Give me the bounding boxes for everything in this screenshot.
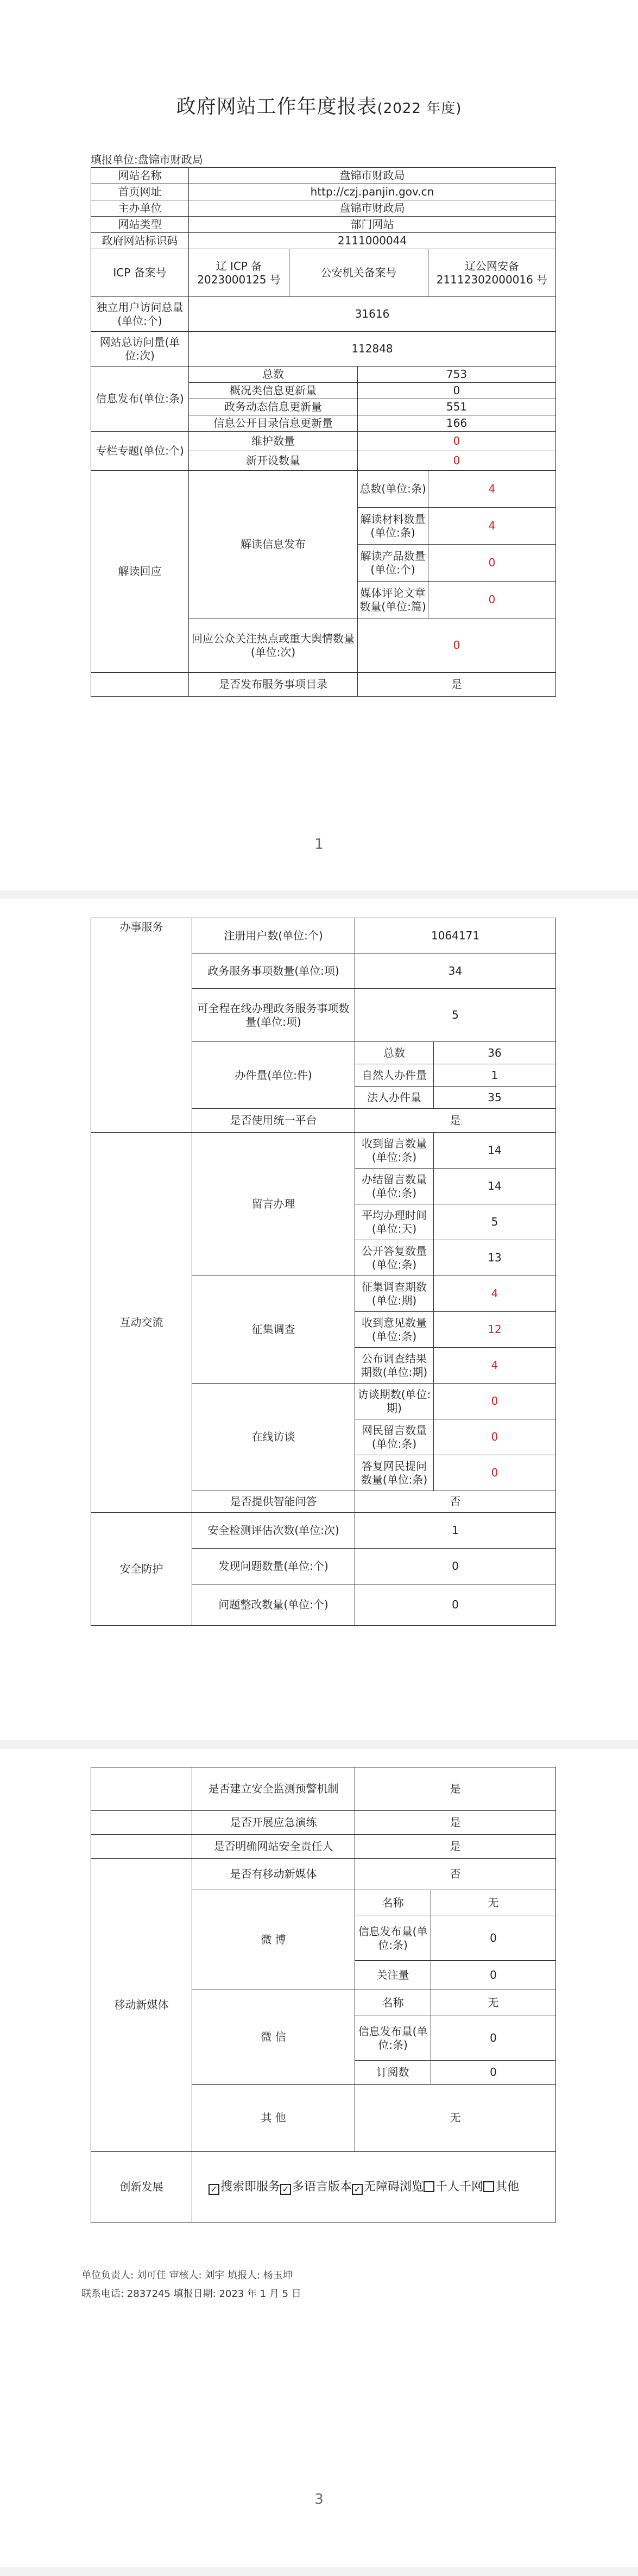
table-cell: 名称 [355, 1890, 431, 1916]
table-cell: 0 [428, 582, 556, 618]
page-gap [0, 2567, 638, 2576]
table-cell: 是否建立安全监测预警机制 [192, 1767, 355, 1811]
table-cell: 自然人办件量 [355, 1064, 434, 1087]
table-cell: 辽 ICP 备 2023000125 号 [189, 249, 289, 297]
table-cell: 0 [358, 383, 556, 399]
table-cell: 留言办理 [192, 1133, 355, 1276]
table-cell [91, 1811, 192, 1835]
table-cell: 12 [434, 1312, 556, 1348]
table-cell: 总数(单位:条) [358, 471, 428, 508]
table-cell: 0 [431, 2061, 556, 2085]
mobile-media-table [91, 1767, 556, 2223]
table-cell: 收到留言数量(单位:条) [355, 1133, 434, 1169]
table-cell: http://czj.panjin.gov.cn [189, 184, 556, 200]
table-cell: 注册用户数(单位:个) [192, 918, 355, 954]
table-cell: 互动交流 [91, 1133, 192, 1513]
table-cell: 否 [355, 1491, 556, 1513]
fill-unit: 填报单位:盘锦市财政局 [91, 153, 203, 166]
table-cell [91, 673, 189, 697]
table-cell: 无 [431, 1890, 556, 1916]
table-cell: 安全检测评估次数(单位:次) [192, 1513, 355, 1549]
table-cell: 信息发布量(单位:条) [355, 1916, 431, 1961]
checkbox-personalized[interactable] [424, 2181, 434, 2192]
table-cell: 收到意见数量(单位:条) [355, 1312, 434, 1348]
table-cell: 1 [434, 1064, 556, 1087]
table-cell: 办件量(单位:件) [192, 1042, 355, 1109]
table-cell: 解读回应 [91, 471, 189, 673]
checkbox-accessibility[interactable]: ✓ [352, 2184, 363, 2195]
table-cell: 0 [434, 1419, 556, 1455]
table-cell: 112848 [189, 332, 556, 367]
table-cell: 访谈期数(单位:期) [355, 1384, 434, 1419]
table-cell: 0 [358, 618, 556, 673]
table-cell: 问题整改数量(单位:个) [192, 1584, 355, 1626]
table-cell: 是否明确网站安全责任人 [192, 1835, 355, 1859]
table-cell: 首页网址 [91, 184, 189, 200]
table-cell: 0 [358, 432, 556, 451]
table-cell: 部门网站 [189, 217, 556, 233]
table-cell: 34 [355, 954, 556, 989]
table-cell: 总数 [355, 1042, 434, 1064]
table-cell: 信息发布量(单位:条) [355, 2016, 431, 2061]
table-cell [91, 1835, 192, 1859]
table-cell: 0 [431, 1916, 556, 1961]
table-cell: 2111000044 [189, 233, 556, 249]
page-number: 1 [314, 836, 324, 853]
table-cell: 安全防护 [91, 1513, 192, 1626]
table-cell: 信息公开目录信息更新量 [189, 415, 358, 432]
table-cell: 4 [428, 508, 556, 545]
checkbox-other[interactable] [483, 2181, 494, 2192]
table-cell: 发现问题数量(单位:个) [192, 1549, 355, 1584]
table-cell: 4 [434, 1276, 556, 1312]
table-cell: 公安机关备案号 [289, 249, 428, 297]
table-cell: 0 [358, 451, 556, 471]
page-gap [0, 1740, 638, 1749]
table-cell: 5 [434, 1204, 556, 1240]
table-cell: 新开设数量 [189, 451, 358, 471]
table-cell: 在线访谈 [192, 1384, 355, 1491]
table-cell: 14 [434, 1169, 556, 1204]
table-cell: 关注量 [355, 1961, 431, 1990]
table-cell: 0 [355, 1549, 556, 1584]
table-cell: 盘锦市财政局 [189, 168, 556, 184]
table-cell: 是 [355, 1767, 556, 1811]
table-cell: 0 [431, 1961, 556, 1990]
table-cell: 平均办理时间(单位:天) [355, 1204, 434, 1240]
table-cell: 答复网民提问数量(单位:条) [355, 1455, 434, 1491]
table-cell: 是否有移动新媒体 [192, 1859, 355, 1890]
table-cell: 政务服务事项数量(单位:项) [192, 954, 355, 989]
table-cell: 1064171 [355, 918, 556, 954]
table-cell: 征集调查 [192, 1276, 355, 1384]
table-cell: 5 [355, 989, 556, 1042]
checkbox-search-service[interactable]: ✓ [209, 2184, 219, 2195]
table-cell: 其 他 [192, 2085, 355, 2152]
table-cell: 14 [434, 1133, 556, 1169]
table-cell: 公开答复数量(单位:条) [355, 1240, 434, 1276]
table-cell: 盘锦市财政局 [189, 200, 556, 217]
table-cell: 166 [358, 415, 556, 432]
table-cell: 551 [358, 399, 556, 415]
table-cell [91, 1767, 192, 1811]
table-cell: 网站名称 [91, 168, 189, 184]
basic-info-table [91, 167, 556, 697]
table-cell: 主办单位 [91, 200, 189, 217]
table-cell: 是否使用统一平台 [192, 1109, 355, 1133]
innovation-options: ✓ 搜索即服务 ✓ 多语言版本 ✓ 无障碍浏览 千人千网 其他 [192, 2152, 556, 2223]
table-cell: 无 [355, 2085, 556, 2152]
table-cell: 法人办件量 [355, 1087, 434, 1109]
table-cell: 媒体评论文章数量(单位:篇) [358, 582, 428, 618]
page-title: 政府网站工作年度报表(2022 年度) [176, 96, 462, 118]
page-gap [0, 891, 638, 899]
table-cell: 是 [358, 673, 556, 697]
table-cell: 36 [434, 1042, 556, 1064]
table-cell: 网民留言数量(单位:条) [355, 1419, 434, 1455]
table-cell: 政务动态信息更新量 [189, 399, 358, 415]
table-cell: 是 [355, 1109, 556, 1133]
table-cell: 31616 [189, 297, 556, 332]
table-cell: 753 [358, 367, 556, 383]
table-cell: 创新发展 [91, 2152, 192, 2223]
table-cell: 公布调查结果期数(单位:期) [355, 1348, 434, 1384]
table-cell: 解读产品数量(单位:个) [358, 545, 428, 582]
table-cell: 0 [431, 2016, 556, 2061]
table-cell: 解读材料数量(单位:条) [358, 508, 428, 545]
table-cell: 4 [428, 471, 556, 508]
footer-contact: 联系电话: 2837245 填报日期: 2023 年 1 月 5 日 [81, 2288, 301, 2300]
table-cell: 4 [434, 1348, 556, 1384]
table-cell: 0 [434, 1384, 556, 1419]
table-cell: 回应公众关注热点或重大舆情数量(单位:次) [189, 618, 358, 673]
table-cell: 辽公网安备 21112302000016 号 [428, 249, 556, 297]
table-cell: 办事服务 [91, 918, 192, 1133]
table-cell: 订阅数 [355, 2061, 431, 2085]
table-cell: 独立用户访问总量(单位:个) [91, 297, 189, 332]
table-cell: 微 博 [192, 1890, 355, 1990]
table-cell: 是否开展应急演练 [192, 1811, 355, 1835]
table-cell: 是 [355, 1811, 556, 1835]
table-cell: 征集调查期数(单位:期) [355, 1276, 434, 1312]
page-number: 3 [314, 2491, 324, 2508]
footer-signers: 单位负责人: 刘可佳 审核人: 刘宇 填报人: 杨玉坤 [81, 2270, 293, 2281]
table-cell: 政府网站标识码 [91, 233, 189, 249]
table-cell: 是否发布服务事项目录 [189, 673, 358, 697]
table-cell: 概况类信息更新量 [189, 383, 358, 399]
table-cell: 移动新媒体 [91, 1859, 192, 2152]
checkbox-multilingual[interactable]: ✓ [280, 2184, 291, 2195]
table-cell: 名称 [355, 1990, 431, 2016]
table-cell: 1 [355, 1513, 556, 1549]
table-cell: 无 [431, 1990, 556, 2016]
table-cell: 维护数量 [189, 432, 358, 451]
table-cell: 网站总访问量(单位:次) [91, 332, 189, 367]
table-cell: 是否提供智能问答 [192, 1491, 355, 1513]
table-cell: 是 [355, 1835, 556, 1859]
report-footer [81, 2266, 301, 2303]
table-cell: 0 [428, 545, 556, 582]
table-cell: 35 [434, 1087, 556, 1109]
table-cell: 专栏专题(单位:个) [91, 432, 189, 471]
service-table [91, 918, 556, 1626]
table-cell: ICP 备案号 [91, 249, 189, 297]
table-cell: 0 [355, 1584, 556, 1626]
table-cell: 13 [434, 1240, 556, 1276]
table-cell: 解读信息发布 [189, 471, 358, 618]
table-cell: 微 信 [192, 1990, 355, 2085]
table-cell: 网站类型 [91, 217, 189, 233]
table-cell: 0 [434, 1455, 556, 1491]
table-cell: 总数 [189, 367, 358, 383]
table-cell: 否 [355, 1859, 556, 1890]
table-cell: 可全程在线办理政务服务事项数量(单位:项) [192, 989, 355, 1042]
table-cell: 办结留言数量(单位:条) [355, 1169, 434, 1204]
table-cell: 信息发布(单位:条) [91, 367, 189, 432]
